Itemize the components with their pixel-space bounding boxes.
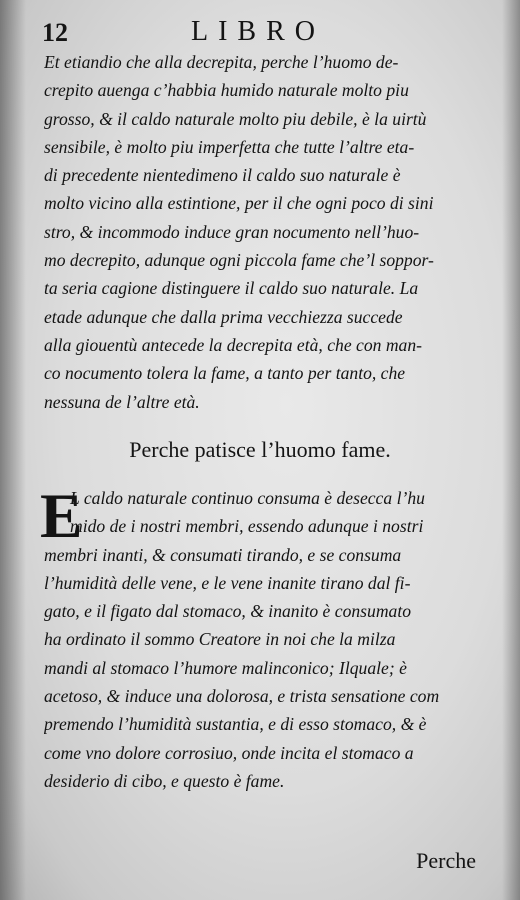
text-line: alla giouentù antecede la decrepita età, che con man- <box>44 334 422 355</box>
text-line: ta seria cagione distinguere il caldo suo naturale. La <box>44 278 419 299</box>
text-line: gato, e il figato dal stomaco, & inanito è consumato <box>44 601 412 622</box>
page-number: 12 <box>42 18 68 47</box>
text-line: etade adunque che dalla prima vecchiezza succede <box>44 306 403 327</box>
body-paragraph-1 <box>44 48 500 416</box>
text-line: co nocumento tolera la fame, a tanto per tanto, che <box>44 363 406 384</box>
text-line: molto vicino alla estintione, per il che ogni poco di sini <box>44 193 434 214</box>
text-line: di precedente nientedimeno il caldo suo naturale è <box>44 165 401 186</box>
text-line: crepito auenga c’habbia humido naturale molto piu <box>44 80 409 101</box>
text-line: mo decrepito, adunque ogni piccola fame che’l soppor- <box>44 250 434 271</box>
text-line: sensibile, è molto piu imperfetta che tutte l’altre eta- <box>44 136 415 157</box>
text-line: stro, & incommodo induce gran nocumento nell’huo- <box>44 221 420 242</box>
text-line: mido de i nostri membri, essendo adunque i nostri <box>70 516 424 537</box>
text-line: l’humidità delle vene, e le vene inanite tirano dal fi- <box>44 572 411 593</box>
text-line: nessuna de l’altre età. <box>44 391 200 412</box>
running-head: LIBRO <box>191 16 325 47</box>
text-line: grosso, & il caldo naturale molto piu debile, è la uirtù <box>44 108 427 129</box>
drop-cap: E <box>40 480 83 551</box>
body-paragraph-2 <box>44 484 500 795</box>
text-line: Et etiandio che alla decrepita, perche l’huomo de- <box>44 52 399 72</box>
section-heading: Perche patisce l’huomo fame. <box>129 437 391 462</box>
text-line: come vno dolore corrosiuo, onde incita el stomaco a <box>44 742 414 763</box>
text-line: acetoso, & induce una dolorosa, e trista sensatione com <box>44 686 440 707</box>
text-line: ha ordinato il sommo Creatore in noi che la milza <box>44 629 396 650</box>
text-line: mandi al stomaco l’humore malinconico; Ilquale; è <box>44 657 407 678</box>
text-line: membri inanti, & consumati tirando, e se consuma <box>44 544 402 565</box>
page-header <box>38 16 478 48</box>
text-line: L caldo naturale continuo consuma è desecca l’hu <box>70 488 425 508</box>
catchword: Perche <box>416 848 476 873</box>
text-line: desiderio di cibo, e questo è fame. <box>44 770 285 791</box>
text-line: premendo l’humidità sustantia, e di esso stomaco, & è <box>44 714 427 735</box>
